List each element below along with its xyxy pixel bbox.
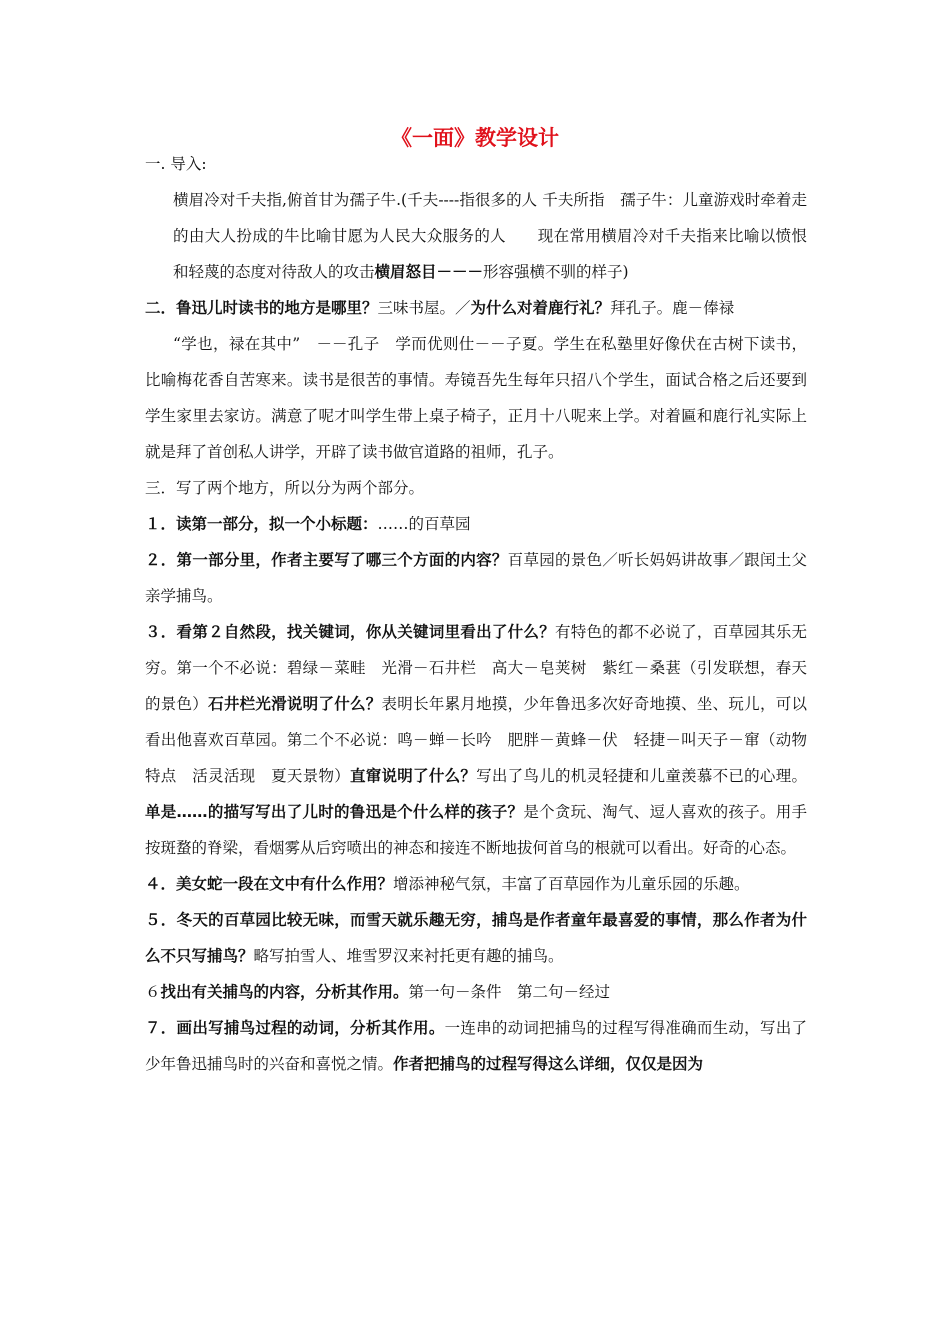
question-1: [145, 506, 807, 542]
question-1-text: 读第一部分，拟一个小标题：: [176, 515, 378, 533]
question-6-answer: 第一句－条件 第二句－经过: [408, 983, 611, 1001]
question-3-answer-1: 有特色的都不必说了，百草园其乐无穷。第一个不必说：碧绿－菜畦 光滑－石井栏 高大－皂荚树 紫红－桑葚（引发联想，春天的景色）: [145, 623, 807, 713]
section-3-heading: 三．写了两个地方，所以分为两个部分。: [145, 479, 425, 497]
section-1-text: 横眉冷对千夫指,俯首甘为孺子牛.(千夫----指很多的人 千夫所指 孺子牛：儿童游戏时牵着走的由大人扮成的牛比喻甘愿为人民大众服务的人 现在常用横眉冷对千夫指来比喻以愤恨和轻蔑的态度对待敌人的攻击: [173, 191, 807, 281]
question-2-number: ２．: [145, 551, 177, 569]
question-3-answer-3: 写出了鸟儿的机灵轻捷和儿童羡慕不已的心理。: [476, 767, 807, 785]
document-title: 《一面》教学设计: [391, 126, 559, 150]
question-5-number: ５．: [145, 911, 177, 929]
question-5-text: 冬天的百草园比较无味，而雪天就乐趣无穷，捕鸟是作者童年最喜爱的事情，那么作者为什么不只写捕鸟？: [145, 911, 807, 965]
question-1-answer: ……的百草园: [377, 515, 471, 533]
question-3-answer-2: 表明长年累月地摸，少年鲁迅多次好奇地摸、坐、玩儿，可以看出他喜欢百草园。第二个不必说：鸣－蝉－长吟 肥胖－黄蜂－伏 轻捷－叫天子－窜（动物特点 活灵活现 夏天景物）: [145, 695, 807, 785]
section-2-question-2: 为什么对着鹿行礼？: [470, 299, 611, 317]
question-5: [145, 902, 807, 974]
section-1-tail: 形容强横不驯的样子): [483, 263, 629, 281]
question-6-text: 找出有关捕鸟的内容，分析其作用。: [160, 983, 409, 1001]
question-7-sub-2: 作者把捕鸟的过程写得这么详细，仅仅是因为: [393, 1055, 704, 1073]
question-6: [145, 974, 807, 1010]
question-3-text: 看第２自然段，找关键词，你从关键词里看出了什么？: [176, 623, 555, 641]
section-2-question-1: 鲁迅儿时读书的地方是哪里？: [176, 299, 378, 317]
question-3: [145, 614, 807, 866]
question-3-answer-4: 是个贪玩、淘气、逗人喜欢的孩子。用手按斑蝥的脊梁，看烟雾从后窍喷出的神态和接连不断地拔何首乌的根就可以看出。好奇的心态。: [145, 803, 807, 857]
section-2-paragraph: “学也，禄在其中” －－孔子 学而优则仕－－子夏。学生在私塾里好像伏在古树下读书，比喻梅花香自苦寒来。读书是很苦的事情。寿镜吾先生每年只招八个学生，面试合格之后还要到学生家里去家访。满意了呢才叫学生带上桌子椅子，正月十八呢来上学。对着匾和鹿行礼实际上就是拜了首创私人讲学，开辟了读书做官道路的祖师，孔子。: [145, 335, 807, 461]
question-2-text: 第一部分里，作者主要写了哪三个方面的内容？: [176, 551, 508, 569]
section-1-paragraph: [145, 182, 807, 290]
document-body: [145, 146, 807, 1082]
section-2-answer-1: 三味书屋。／: [377, 299, 471, 317]
question-7: [145, 1010, 807, 1082]
question-4: [145, 866, 807, 902]
question-3-sub-4: 单是……的描写写出了儿时的鲁迅是个什么样的孩子？: [145, 803, 524, 821]
question-3-sub-2: 石井栏光滑说明了什么？: [208, 695, 382, 713]
question-3-number: ３．: [145, 623, 177, 641]
section-2-number: 二．: [145, 299, 177, 317]
section-1-heading: 一. 导入:: [145, 155, 207, 173]
question-3-sub-3: 直窜说明了什么？: [349, 767, 477, 785]
question-4-answer: 增添神秘气氛，丰富了百草园作为儿童乐园的乐趣。: [393, 875, 750, 893]
question-6-number: ６: [145, 983, 161, 1001]
question-7-text: 画出写捕鸟过程的动词，分析其作用。: [176, 1019, 445, 1037]
question-4-text: 美女蛇一段在文中有什么作用？: [176, 875, 394, 893]
question-7-number: ７．: [145, 1019, 177, 1037]
section-2-heading: [145, 290, 807, 326]
question-2: [145, 542, 807, 614]
question-2-answer: 百草园的景色／听长妈妈讲故事／跟闰土父亲学捕鸟。: [145, 551, 807, 605]
question-7-answer: 一连串的动词把捕鸟的过程写得准确而生动，写出了少年鲁迅捕鸟时的兴奋和喜悦之情。: [145, 1019, 807, 1073]
section-2-answer-2: 拜孔子。鹿－俸禄: [610, 299, 735, 317]
question-1-number: １．: [145, 515, 177, 533]
section-1-bold: 横眉怒目－－－: [374, 263, 484, 281]
question-4-number: ４．: [145, 875, 177, 893]
question-5-answer: 略写拍雪人、堆雪罗汉来衬托更有趣的捕鸟。: [253, 947, 564, 965]
